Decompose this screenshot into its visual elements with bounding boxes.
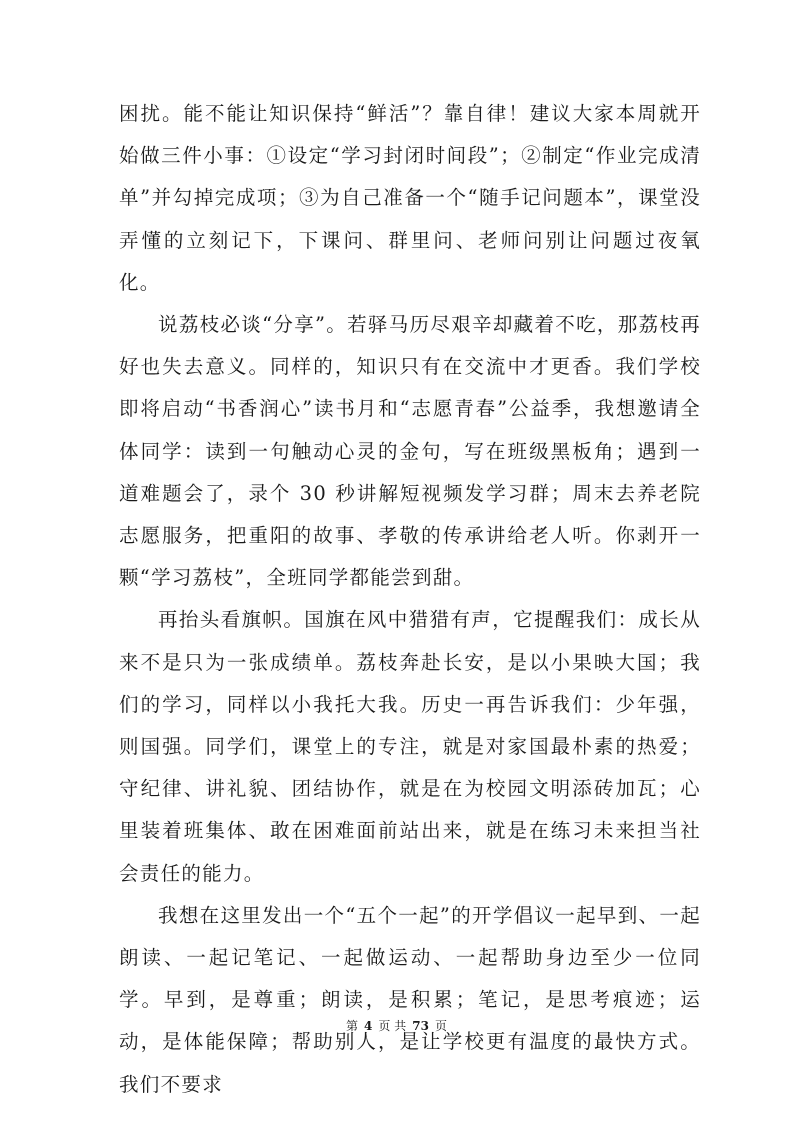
footer-middle: 页 共 bbox=[378, 1019, 407, 1033]
footer-suffix: 页 bbox=[434, 1019, 447, 1033]
footer-prefix: 第 bbox=[346, 1019, 359, 1033]
body-text bbox=[119, 93, 701, 1106]
paragraph-4: 我想在这里发出一个“五个一起”的开学倡议一起早到、一起朗读、一起记笔记、一起做运动、一起帮助身边至少一位同学。早到，是尊重；朗读，是积累；笔记，是思考痕迹；运动，是体能保障；帮助别人，是让学校更有温度的最快方式。我们不要求 bbox=[119, 903, 701, 1096]
paragraph-3: 再抬头看旗帜。国旗在风中猎猎有声，它提醒我们：成长从来不是只为一张成绩单。荔枝奔赴长安，是以小果映大国；我们的学习，同样以小我托大我。历史一再告诉我们：少年强，则国强。同学们，课堂上的专注，就是对家国最朴素的热爱；守纪律、讲礼貌、团结协作，就是在为校园文明添砖加瓦；心里装着班集体、敢在困难面前站出来，就是在练习未来担当社会责任的能力。 bbox=[119, 608, 701, 885]
paragraph-2: 说荔枝必谈“分享”。若驿马历尽艰辛却藏着不吃，那荔枝再好也失去意义。同样的，知识只有在交流中才更香。我们学校即将启动“书香润心”读书月和“志愿青春”公益季，我想邀请全体同学：读到一句触动心灵的金句，写在班级黑板角；遇到一道难题会了，录个 30 秒讲解短视频发学习群；周末去养老院志愿服务，把重阳的故事、孝敬的传承讲给老人听。你剥开一颗“学习荔枝”，全班同学都能尝到甜。 bbox=[119, 313, 701, 590]
footer-page-number: 4 bbox=[364, 1019, 373, 1033]
page-footer bbox=[0, 1018, 793, 1034]
footer-total-pages: 73 bbox=[412, 1019, 429, 1033]
paragraph-1: 困扰。能不能让知识保持“鲜活”？靠自律！建议大家本周就开始做三件小事：①设定“学习封闭时间段”；②制定“作业完成清单”并勾掉完成项；③为自己准备一个“随手记问题本”，课堂没弄懂的立刻记下，下课问、群里问、老师问别让问题过夜氧化。 bbox=[119, 102, 701, 294]
